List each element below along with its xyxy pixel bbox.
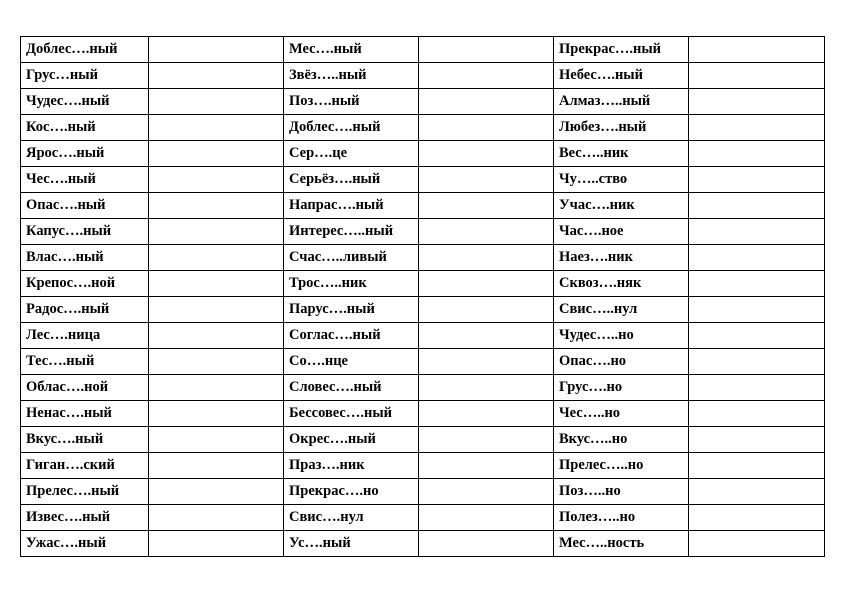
- answer-cell: [689, 427, 825, 453]
- word-cell: Звёз…..ный: [284, 63, 419, 89]
- word-cell: Бессовес….ный: [284, 401, 419, 427]
- answer-cell: [419, 297, 554, 323]
- answer-cell: [149, 401, 284, 427]
- word-cell: Чудес…..но: [554, 323, 689, 349]
- answer-cell: [149, 37, 284, 63]
- word-cell: Чу…..ство: [554, 167, 689, 193]
- answer-cell: [419, 245, 554, 271]
- answer-cell: [689, 349, 825, 375]
- answer-cell: [419, 401, 554, 427]
- answer-cell: [419, 453, 554, 479]
- word-cell: Чес….ный: [21, 167, 149, 193]
- answer-cell: [149, 453, 284, 479]
- word-cell: Мес….ный: [284, 37, 419, 63]
- word-cell: Словес….ный: [284, 375, 419, 401]
- word-cell: Извес….ный: [21, 505, 149, 531]
- answer-cell: [419, 427, 554, 453]
- word-cell: Поз….ный: [284, 89, 419, 115]
- answer-cell: [149, 323, 284, 349]
- word-cell: Праз….ник: [284, 453, 419, 479]
- word-cell: Алмаз…..ный: [554, 89, 689, 115]
- word-cell: Соглас….ный: [284, 323, 419, 349]
- answer-cell: [689, 141, 825, 167]
- answer-cell: [149, 479, 284, 505]
- answer-cell: [419, 505, 554, 531]
- table-row: [21, 375, 825, 401]
- word-cell: Влас….ный: [21, 245, 149, 271]
- answer-cell: [419, 141, 554, 167]
- answer-cell: [149, 297, 284, 323]
- table-row: [21, 479, 825, 505]
- answer-cell: [689, 323, 825, 349]
- word-cell: Радос….ный: [21, 297, 149, 323]
- answer-cell: [149, 349, 284, 375]
- word-cell: Доблес….ный: [21, 37, 149, 63]
- answer-cell: [149, 271, 284, 297]
- table-row: [21, 193, 825, 219]
- word-cell: Интерес…..ный: [284, 219, 419, 245]
- answer-cell: [419, 167, 554, 193]
- word-cell: Трос…..ник: [284, 271, 419, 297]
- word-cell: Ужас….ный: [21, 531, 149, 557]
- table-row: [21, 219, 825, 245]
- table-row: [21, 323, 825, 349]
- word-cell: Вкус….ный: [21, 427, 149, 453]
- word-cell: Окрес….ный: [284, 427, 419, 453]
- word-table-body: [21, 37, 825, 557]
- answer-cell: [149, 375, 284, 401]
- word-cell: Любез….ный: [554, 115, 689, 141]
- answer-cell: [689, 193, 825, 219]
- word-cell: Прелес…..но: [554, 453, 689, 479]
- word-cell: Час….ное: [554, 219, 689, 245]
- word-cell: Прекрас….ный: [554, 37, 689, 63]
- answer-cell: [689, 89, 825, 115]
- word-cell: Напрас….ный: [284, 193, 419, 219]
- word-cell: Свис….нул: [284, 505, 419, 531]
- answer-cell: [419, 193, 554, 219]
- answer-cell: [149, 219, 284, 245]
- answer-cell: [419, 219, 554, 245]
- word-cell: Крепос….ной: [21, 271, 149, 297]
- word-cell: Учас….ник: [554, 193, 689, 219]
- answer-cell: [149, 115, 284, 141]
- answer-cell: [149, 167, 284, 193]
- answer-cell: [419, 115, 554, 141]
- answer-cell: [419, 89, 554, 115]
- word-cell: Наез….ник: [554, 245, 689, 271]
- answer-cell: [689, 401, 825, 427]
- word-cell: Вес…..ник: [554, 141, 689, 167]
- table-row: [21, 89, 825, 115]
- table-row: [21, 37, 825, 63]
- word-cell: Небес….ный: [554, 63, 689, 89]
- answer-cell: [689, 63, 825, 89]
- word-cell: Ярос….ный: [21, 141, 149, 167]
- word-cell: Облас….ной: [21, 375, 149, 401]
- answer-cell: [689, 505, 825, 531]
- table-row: [21, 349, 825, 375]
- answer-cell: [149, 141, 284, 167]
- word-cell: Тес….ный: [21, 349, 149, 375]
- answer-cell: [149, 89, 284, 115]
- table-row: [21, 401, 825, 427]
- answer-cell: [689, 297, 825, 323]
- answer-cell: [419, 323, 554, 349]
- answer-cell: [149, 63, 284, 89]
- table-row: [21, 167, 825, 193]
- word-cell: Свис…..нул: [554, 297, 689, 323]
- word-cell: Парус….ный: [284, 297, 419, 323]
- table-row: [21, 245, 825, 271]
- answer-cell: [689, 375, 825, 401]
- table-row: [21, 141, 825, 167]
- table-row: [21, 531, 825, 557]
- word-cell: Поз…..но: [554, 479, 689, 505]
- answer-cell: [689, 245, 825, 271]
- answer-cell: [149, 193, 284, 219]
- table-row: [21, 427, 825, 453]
- worksheet: [20, 36, 824, 552]
- answer-cell: [419, 271, 554, 297]
- word-cell: Чес…..но: [554, 401, 689, 427]
- word-cell: Прелес….ный: [21, 479, 149, 505]
- word-cell: Полез…..но: [554, 505, 689, 531]
- table-row: [21, 271, 825, 297]
- word-cell: Серьёз….ный: [284, 167, 419, 193]
- word-cell: Доблес….ный: [284, 115, 419, 141]
- table-row: [21, 297, 825, 323]
- answer-cell: [419, 37, 554, 63]
- answer-cell: [419, 375, 554, 401]
- word-cell: Грус…ный: [21, 63, 149, 89]
- word-cell: Опас….но: [554, 349, 689, 375]
- word-cell: Кос….ный: [21, 115, 149, 141]
- answer-cell: [689, 37, 825, 63]
- word-table: [20, 36, 825, 557]
- answer-cell: [149, 245, 284, 271]
- word-cell: Прекрас….но: [284, 479, 419, 505]
- word-cell: Ненас….ный: [21, 401, 149, 427]
- answer-cell: [689, 271, 825, 297]
- answer-cell: [419, 63, 554, 89]
- word-cell: Опас….ный: [21, 193, 149, 219]
- table-row: [21, 115, 825, 141]
- table-row: [21, 505, 825, 531]
- word-cell: Вкус…..но: [554, 427, 689, 453]
- answer-cell: [149, 427, 284, 453]
- table-row: [21, 63, 825, 89]
- word-cell: Грус….но: [554, 375, 689, 401]
- answer-cell: [689, 219, 825, 245]
- word-cell: Сер….це: [284, 141, 419, 167]
- word-cell: Сквоз….няк: [554, 271, 689, 297]
- answer-cell: [689, 479, 825, 505]
- table-row: [21, 453, 825, 479]
- answer-cell: [689, 115, 825, 141]
- answer-cell: [689, 531, 825, 557]
- word-cell: Чудес….ный: [21, 89, 149, 115]
- answer-cell: [419, 349, 554, 375]
- word-cell: Лес….ница: [21, 323, 149, 349]
- answer-cell: [149, 531, 284, 557]
- word-cell: Капус….ный: [21, 219, 149, 245]
- word-cell: Со….нце: [284, 349, 419, 375]
- word-cell: Гиган….ский: [21, 453, 149, 479]
- answer-cell: [419, 479, 554, 505]
- answer-cell: [419, 531, 554, 557]
- answer-cell: [149, 505, 284, 531]
- word-cell: Мес…..ность: [554, 531, 689, 557]
- word-cell: Ус….ный: [284, 531, 419, 557]
- answer-cell: [689, 453, 825, 479]
- word-cell: Счас…..ливый: [284, 245, 419, 271]
- answer-cell: [689, 167, 825, 193]
